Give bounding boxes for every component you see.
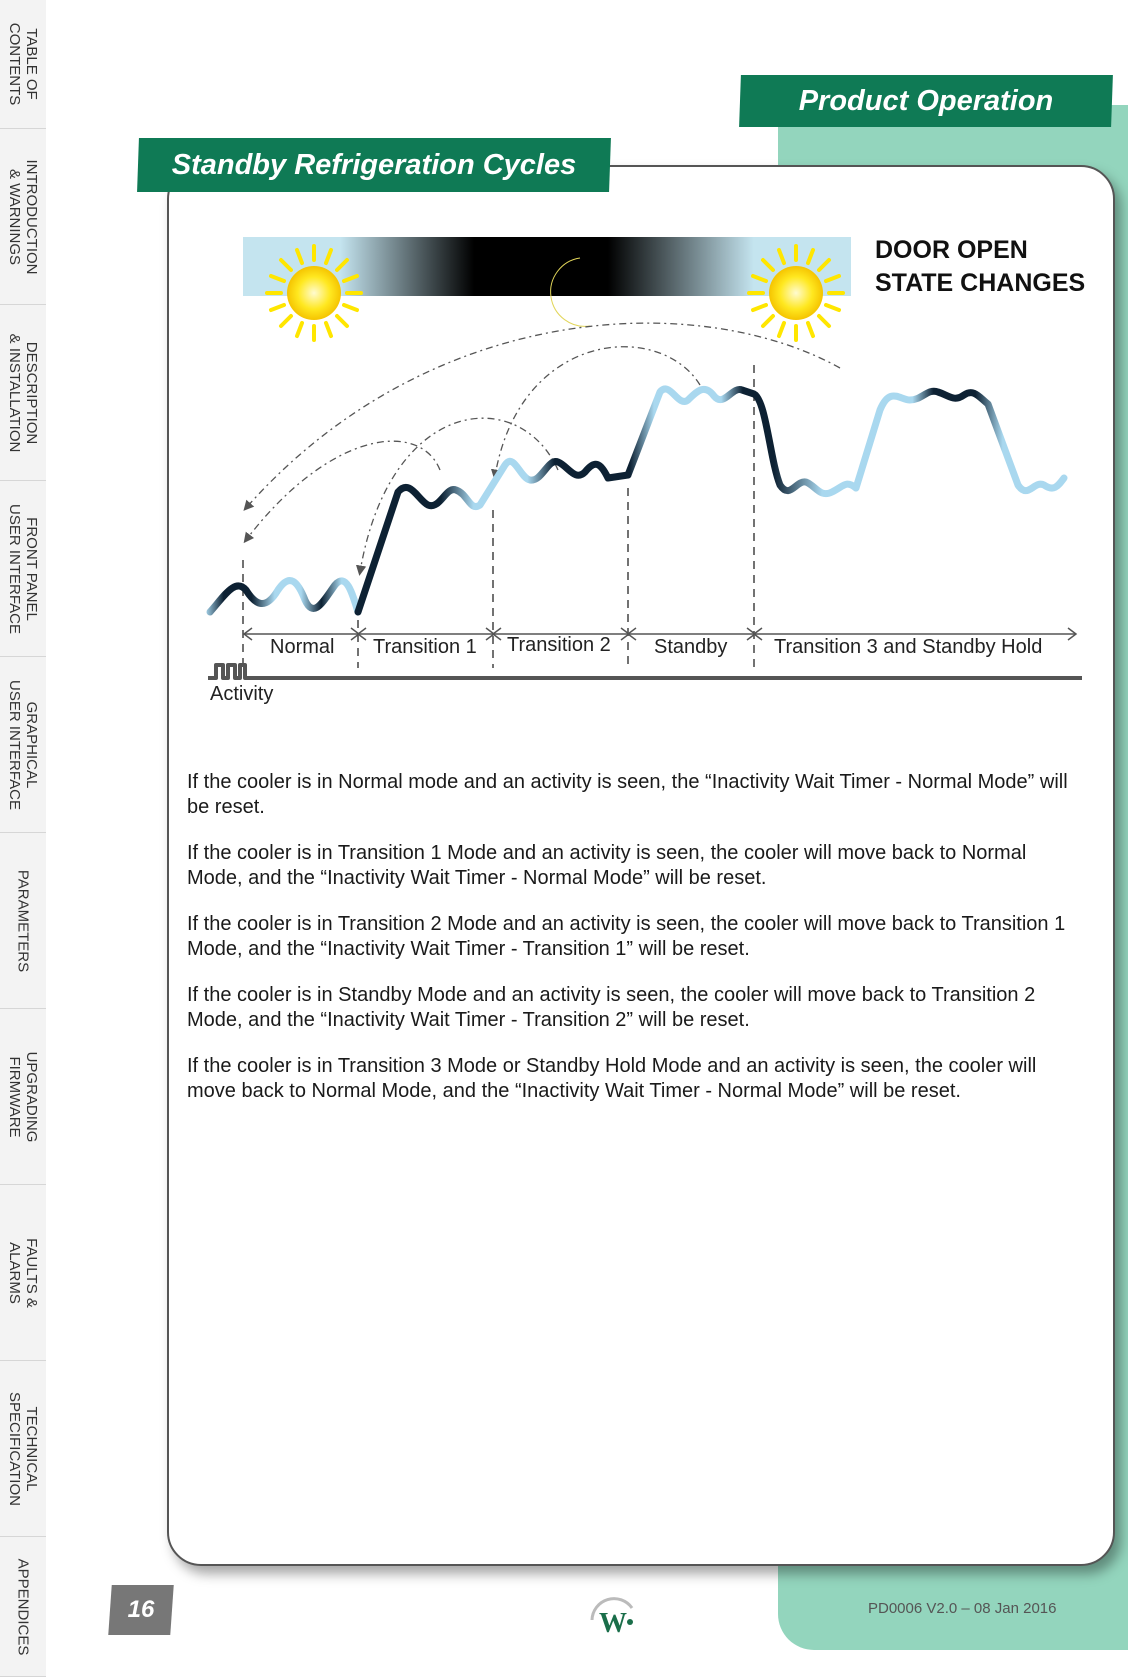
document-reference: PD0006 V2.0 – 08 Jan 2016	[868, 1600, 1057, 1617]
paragraph: If the cooler is in Transition 1 Mode and an activity is seen, the cooler will move back to Normal Mode, and the “Inactivity Wait Timer - Normal Mode” will be reset.	[187, 842, 1027, 889]
return-arc	[495, 347, 700, 476]
activity-signal	[208, 665, 1082, 678]
paragraph: If the cooler is in Transition 3 Mode or Standby Hold Mode and an activity is seen, the cooler will move back to Normal Mode, and the “Inactivity Wait Timer - Normal Mode” will be reset.	[187, 1055, 1037, 1102]
side-tab-label: FAULTS & ALARMS	[6, 1237, 40, 1308]
phase-label-normal: Normal	[270, 636, 335, 658]
sun-icon	[749, 246, 843, 340]
phase-label-transition-1: Transition 1	[373, 636, 477, 658]
door-open-label-line1: DOOR OPEN	[875, 236, 1028, 264]
side-tab-upgrading-firmware[interactable]	[0, 1009, 46, 1185]
door-open-label	[875, 234, 1105, 300]
paragraph: If the cooler is in Standby Mode and an activity is seen, the cooler will move back to Transition 2 Mode, and the “Inactivity Wait Timer - Transition 2” will be reset.	[187, 984, 1036, 1031]
side-tab-label: APPENDICES	[14, 1558, 32, 1655]
side-tab-label: INTRODUCTION & WARNINGS	[6, 159, 40, 274]
side-tab-label: TECHNICAL SPECIFICATION	[6, 1391, 40, 1506]
side-tab-label: PARAMETERS	[14, 869, 32, 972]
side-tab-label: FRONT PANEL USER INTERFACE	[6, 503, 40, 634]
description-text	[187, 770, 1077, 1125]
side-tab-label: DESCRIPTION & INSTALLATION	[6, 333, 40, 452]
side-tab-label: GRAPHICAL USER INTERFACE	[6, 679, 40, 810]
sun-icon	[267, 246, 361, 340]
company-logo	[586, 1590, 638, 1640]
return-arc	[246, 323, 840, 508]
phase-label-transition-3: Transition 3 and Standby Hold	[774, 636, 1043, 658]
phase-dividers	[243, 365, 754, 668]
page-number: 16	[127, 1596, 155, 1623]
side-tab-technical-specification[interactable]	[0, 1361, 46, 1537]
section-title: Standby Refrigeration Cycles	[171, 149, 577, 181]
side-tab-label: TABLE OF CONTENTS	[6, 22, 40, 106]
paragraph: If the cooler is in Transition 2 Mode and an activity is seen, the cooler will move back to Transition 1 Mode, and the “Inactivity Wait Timer - Transition 1” will be reset.	[187, 913, 1066, 960]
return-arcs	[246, 323, 840, 572]
svg-text:W: W	[599, 1608, 627, 1639]
activity-label: Activity	[210, 683, 274, 705]
temperature-waveform	[210, 389, 1064, 612]
side-tab-label: UPGRADING FIRMWARE	[6, 1051, 40, 1142]
side-tab-appendices[interactable]	[0, 1537, 46, 1677]
page-title: Product Operation	[798, 85, 1054, 117]
side-tab-parameters[interactable]	[0, 833, 46, 1009]
phase-label-transition-2: Transition 2	[507, 634, 611, 656]
door-open-label-line2: STATE CHANGES	[875, 269, 1086, 297]
side-tab-faults-alarms[interactable]	[0, 1185, 46, 1361]
paragraph: If the cooler is in Normal mode and an activity is seen, the “Inactivity Wait Timer - Normal Mode” will be reset.	[187, 771, 1068, 818]
phase-label-standby: Standby	[654, 636, 728, 658]
